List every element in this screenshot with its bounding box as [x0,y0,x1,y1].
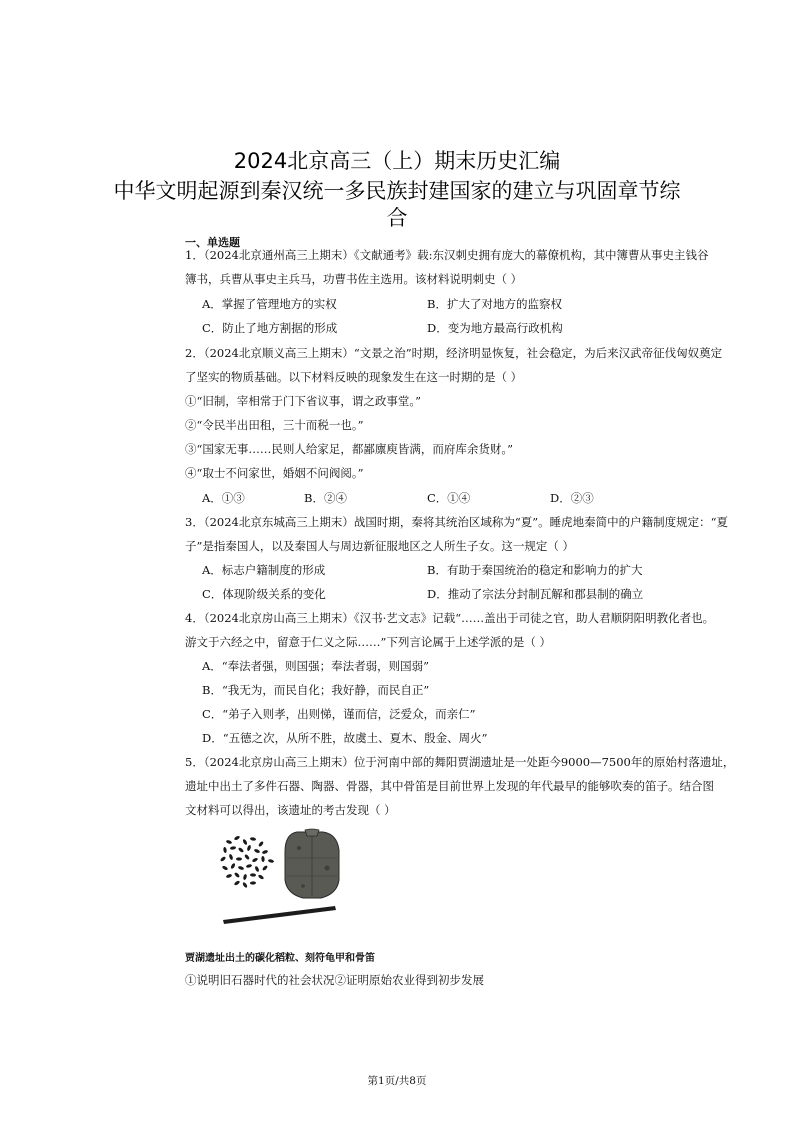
bone-flute-illustration [223,906,336,924]
figure-caption: 贾湖遗址出土的碳化稻粒、刻符龟甲和骨笛 [185,953,375,964]
document-subtitle-cont: 合 [386,206,408,230]
q3-stem-line1: 3．（2024北京东城高三上期末）战国时期，秦将其统治区域称为“夏”。睡虎地秦简中的户籍制度规定：“夏 [185,515,728,529]
q1-stem-line1: 1．（2024北京通州高三上期末）《文献通考》载:东汉刺史拥有庞大的幕僚机构，其中簿曹从事史主钱谷 [185,248,709,262]
q5-stem-line3: 文材料可以得出，该遗址的考古发现（ ） [185,803,396,817]
section-heading: 一、单选题 [185,236,240,249]
q4-option-b: B．“我无为，而民自化；我好静，而民自正” [202,683,430,697]
q3-option-b: B．有助于秦国统治的稳定和影响力的扩大 [427,563,643,577]
q2-option-c: C．①④ [427,491,471,505]
q1-stem-line2: 簿书，兵曹从事史主兵马，功曹书佐主选用。该材料说明刺史（ ） [185,272,523,286]
q5-statements: ①说明旧石器时代的社会状况②证明原始农业得到初步发展 [185,973,484,987]
q3-option-d: D．推动了宗法分封制瓦解和郡县制的确立 [427,587,644,601]
q3-option-c: C．体现阶级关系的变化 [202,587,326,601]
tortoise-shell-illustration [285,829,339,898]
q2-statement-1: ①“旧制，宰相常于门下省议事，谓之政事堂。” [185,394,422,408]
q5-stem-line2: 遗址中出土了多件石器、陶器、骨器，其中骨笛是目前世界上发现的年代最早的能够吹奏的笛子。结合图 [185,779,714,793]
q2-statement-3: ③“国家无事……民则人给家足，都鄙廪庾皆满，而府库余货财。” [185,442,514,456]
document-title: 2024北京高三（上）期末历史汇编 [233,149,561,173]
q2-stem-line2: 了坚实的物质基础。以下材料反映的现象发生在这一时期的是（ ） [185,370,523,384]
q4-option-c: C．“弟子入则孝，出则悌，谨而信，泛爱众，而亲仁” [202,707,476,721]
q1-option-d: D．变为地方最高行政机构 [427,321,563,335]
q1-option-c: C．防止了地方割据的形成 [202,321,338,335]
q2-statement-2: ②“令民半出田租，三十而税一也。” [185,418,364,432]
q2-option-d: D．②③ [550,491,594,505]
q4-option-a: A．“奉法者强，则国强；奉法者弱，则国弱” [202,659,430,673]
q4-stem-line2: 游文于六经之中，留意于仁义之际……”下列言论属于上述学派的是（ ） [185,635,552,649]
q1-option-a: A．掌握了管理地方的实权 [202,297,337,311]
q1-option-b: B．扩大了对地方的监察权 [427,297,562,311]
q4-stem-line1: 4．（2024北京房山高三上期末）《汉书·艺文志》记载“……盖出于司徒之官，助人君顺阴阳明教化者也。 [185,611,715,625]
rice-grains-illustration [220,835,275,888]
q4-option-d: D．“五德之次，从所不胜，故虞土、夏木、殷金、周火” [202,731,488,745]
q2-stem-line1: 2．（2024北京顺义高三上期末）“文景之治”时期，经济明显恢复，社会稳定，为后来汉武帝征伐匈奴奠定 [185,346,723,360]
jiahu-artifacts-image [215,828,355,938]
q5-stem-line1: 5．（2024北京房山高三上期末）位于河南中部的舞阳贾湖遗址是一处距今9000—7500年的原始村落遗址， [185,755,735,769]
page-number: 第1页/共8页 [367,1075,427,1087]
q2-statement-4: ④“取士不问家世，婚姻不问阀阅。” [185,466,364,480]
q3-option-a: A．标志户籍制度的形成 [202,563,326,577]
document-subtitle: 中华文明起源到秦汉统一多民族封建国家的建立与巩固章节综 [113,179,681,203]
q3-stem-line2: 子”是指秦国人，以及秦国人与周边新征服地区之人所生子女。这一规定（ ） [185,539,575,553]
q2-option-b: B．②④ [304,491,347,505]
q2-option-a: A．①③ [202,491,245,505]
